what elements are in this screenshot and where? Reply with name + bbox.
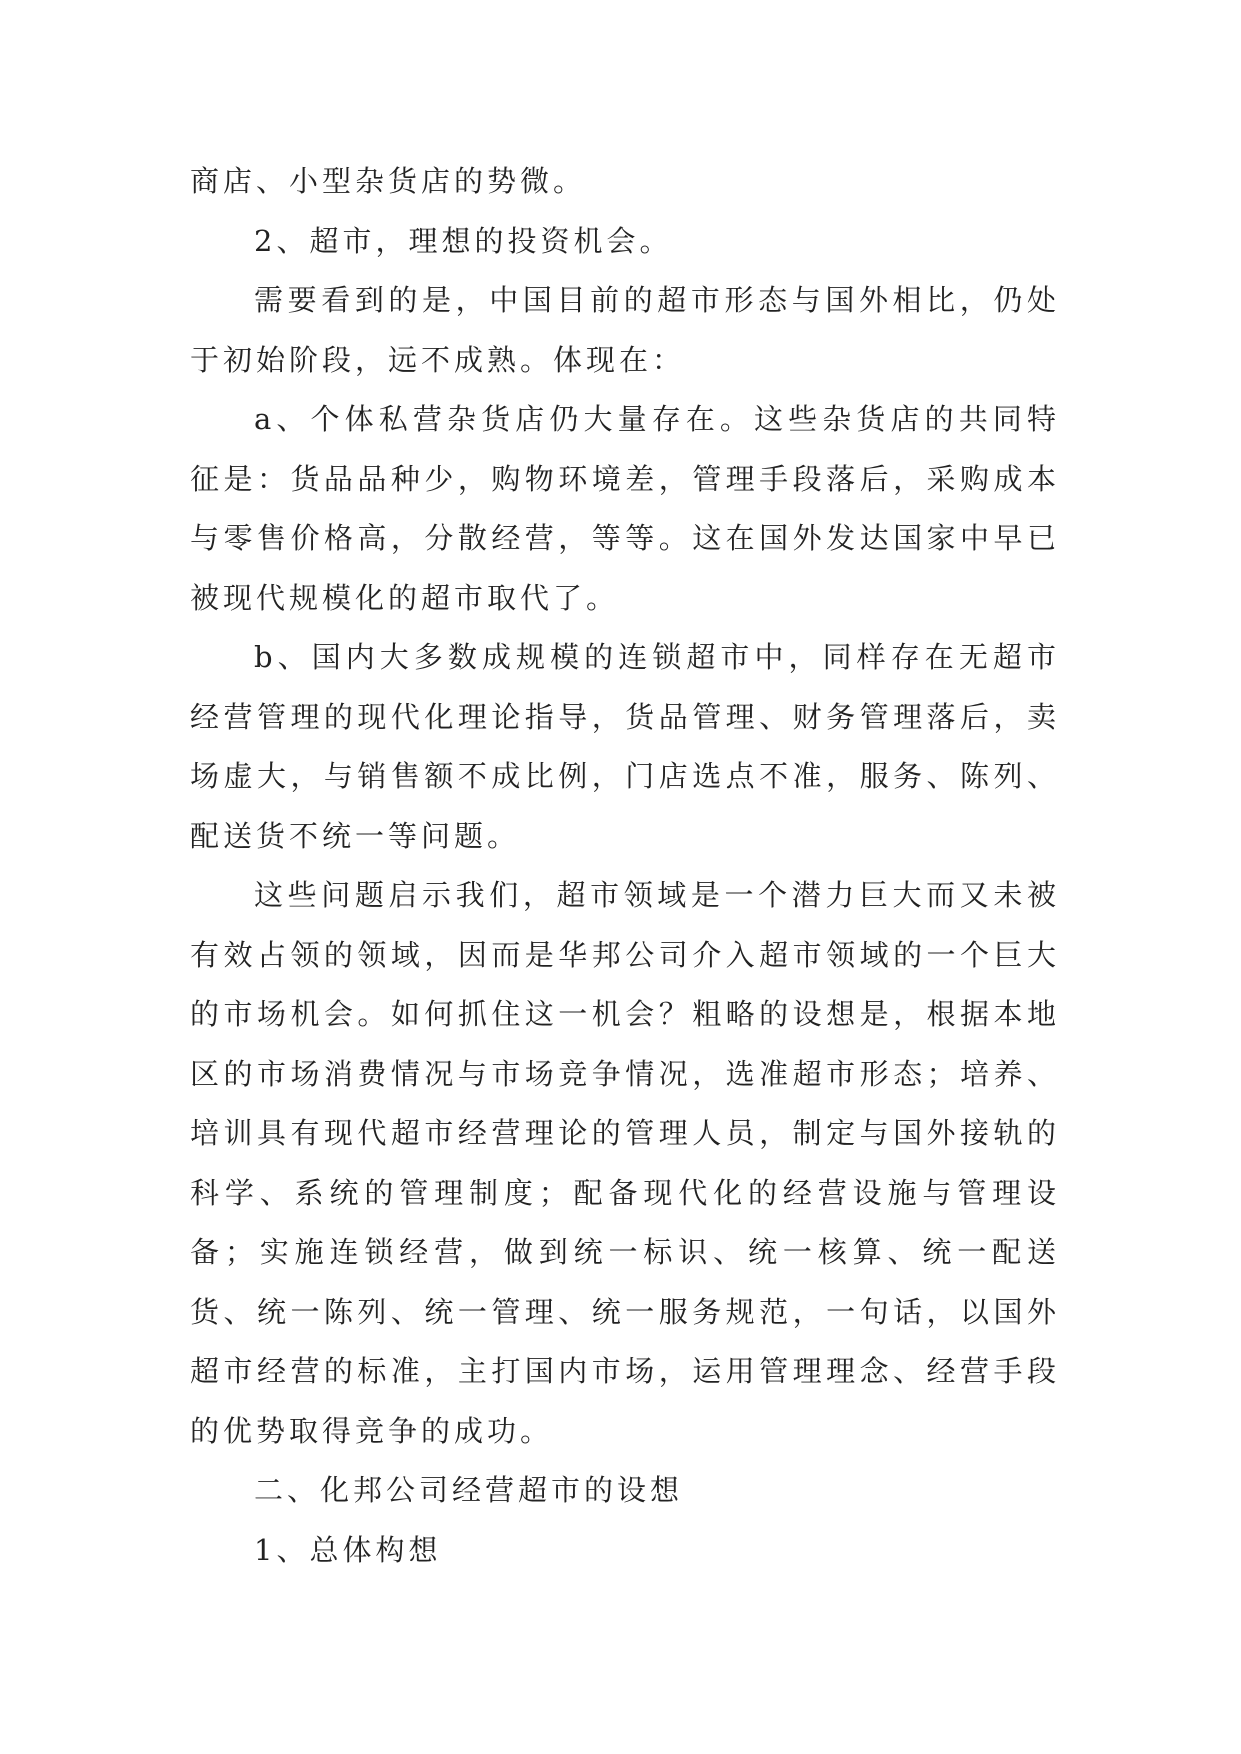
subsection-heading: 1、总体构想 [254, 1532, 442, 1567]
list-item-a: a、个体私营杂货店仍大量存在。这些杂货店的共同特征是：货品品种少，购物环境差，管理手段落后，采购成本与零售价格高，分散经营，等等。这在国外发达国家中早已被现代规模化的超市取代了。 [190, 402, 1060, 615]
document-body [190, 152, 1060, 1580]
section-heading: 2、超市，理想的投资机会。 [254, 223, 673, 258]
paragraph: 需要看到的是，中国目前的超市形态与国外相比，仍处于初始阶段，远不成熟。体现在： [190, 283, 1060, 377]
list-item-b: b、国内大多数成规模的连锁超市中，同样存在无超市经营管理的现代化理论指导，货品管理、财务管理落后，卖场虚大，与销售额不成比例，门店选点不准，服务、陈列、配送货不统一等问题。 [190, 640, 1060, 853]
section-heading: 二、化邦公司经营超市的设想 [254, 1473, 684, 1507]
paragraph: 商店、小型杂货店的势微。 [190, 164, 587, 198]
paragraph: 这些问题启示我们，超市领域是一个潜力巨大而又未被有效占领的领域，因而是华邦公司介入超市领域的一个巨大的市场机会。如何抓住这一机会？粗略的设想是，根据本地区的市场消费情况与市场竞争情况，选准超市形态；培养、培训具有现代超市经营理论的管理人员，制定与国外接轨的科学、系统的管理制度；配备现代化的经营设施与管理设备；实施连锁经营，做到统一标识、统一核算、统一配送货、统一陈列、统一管理、统一服务规范，一句话，以国外超市经营的标准，主打国内市场，运用管理理念、经营手段的优势取得竞争的成功。 [190, 878, 1060, 1448]
